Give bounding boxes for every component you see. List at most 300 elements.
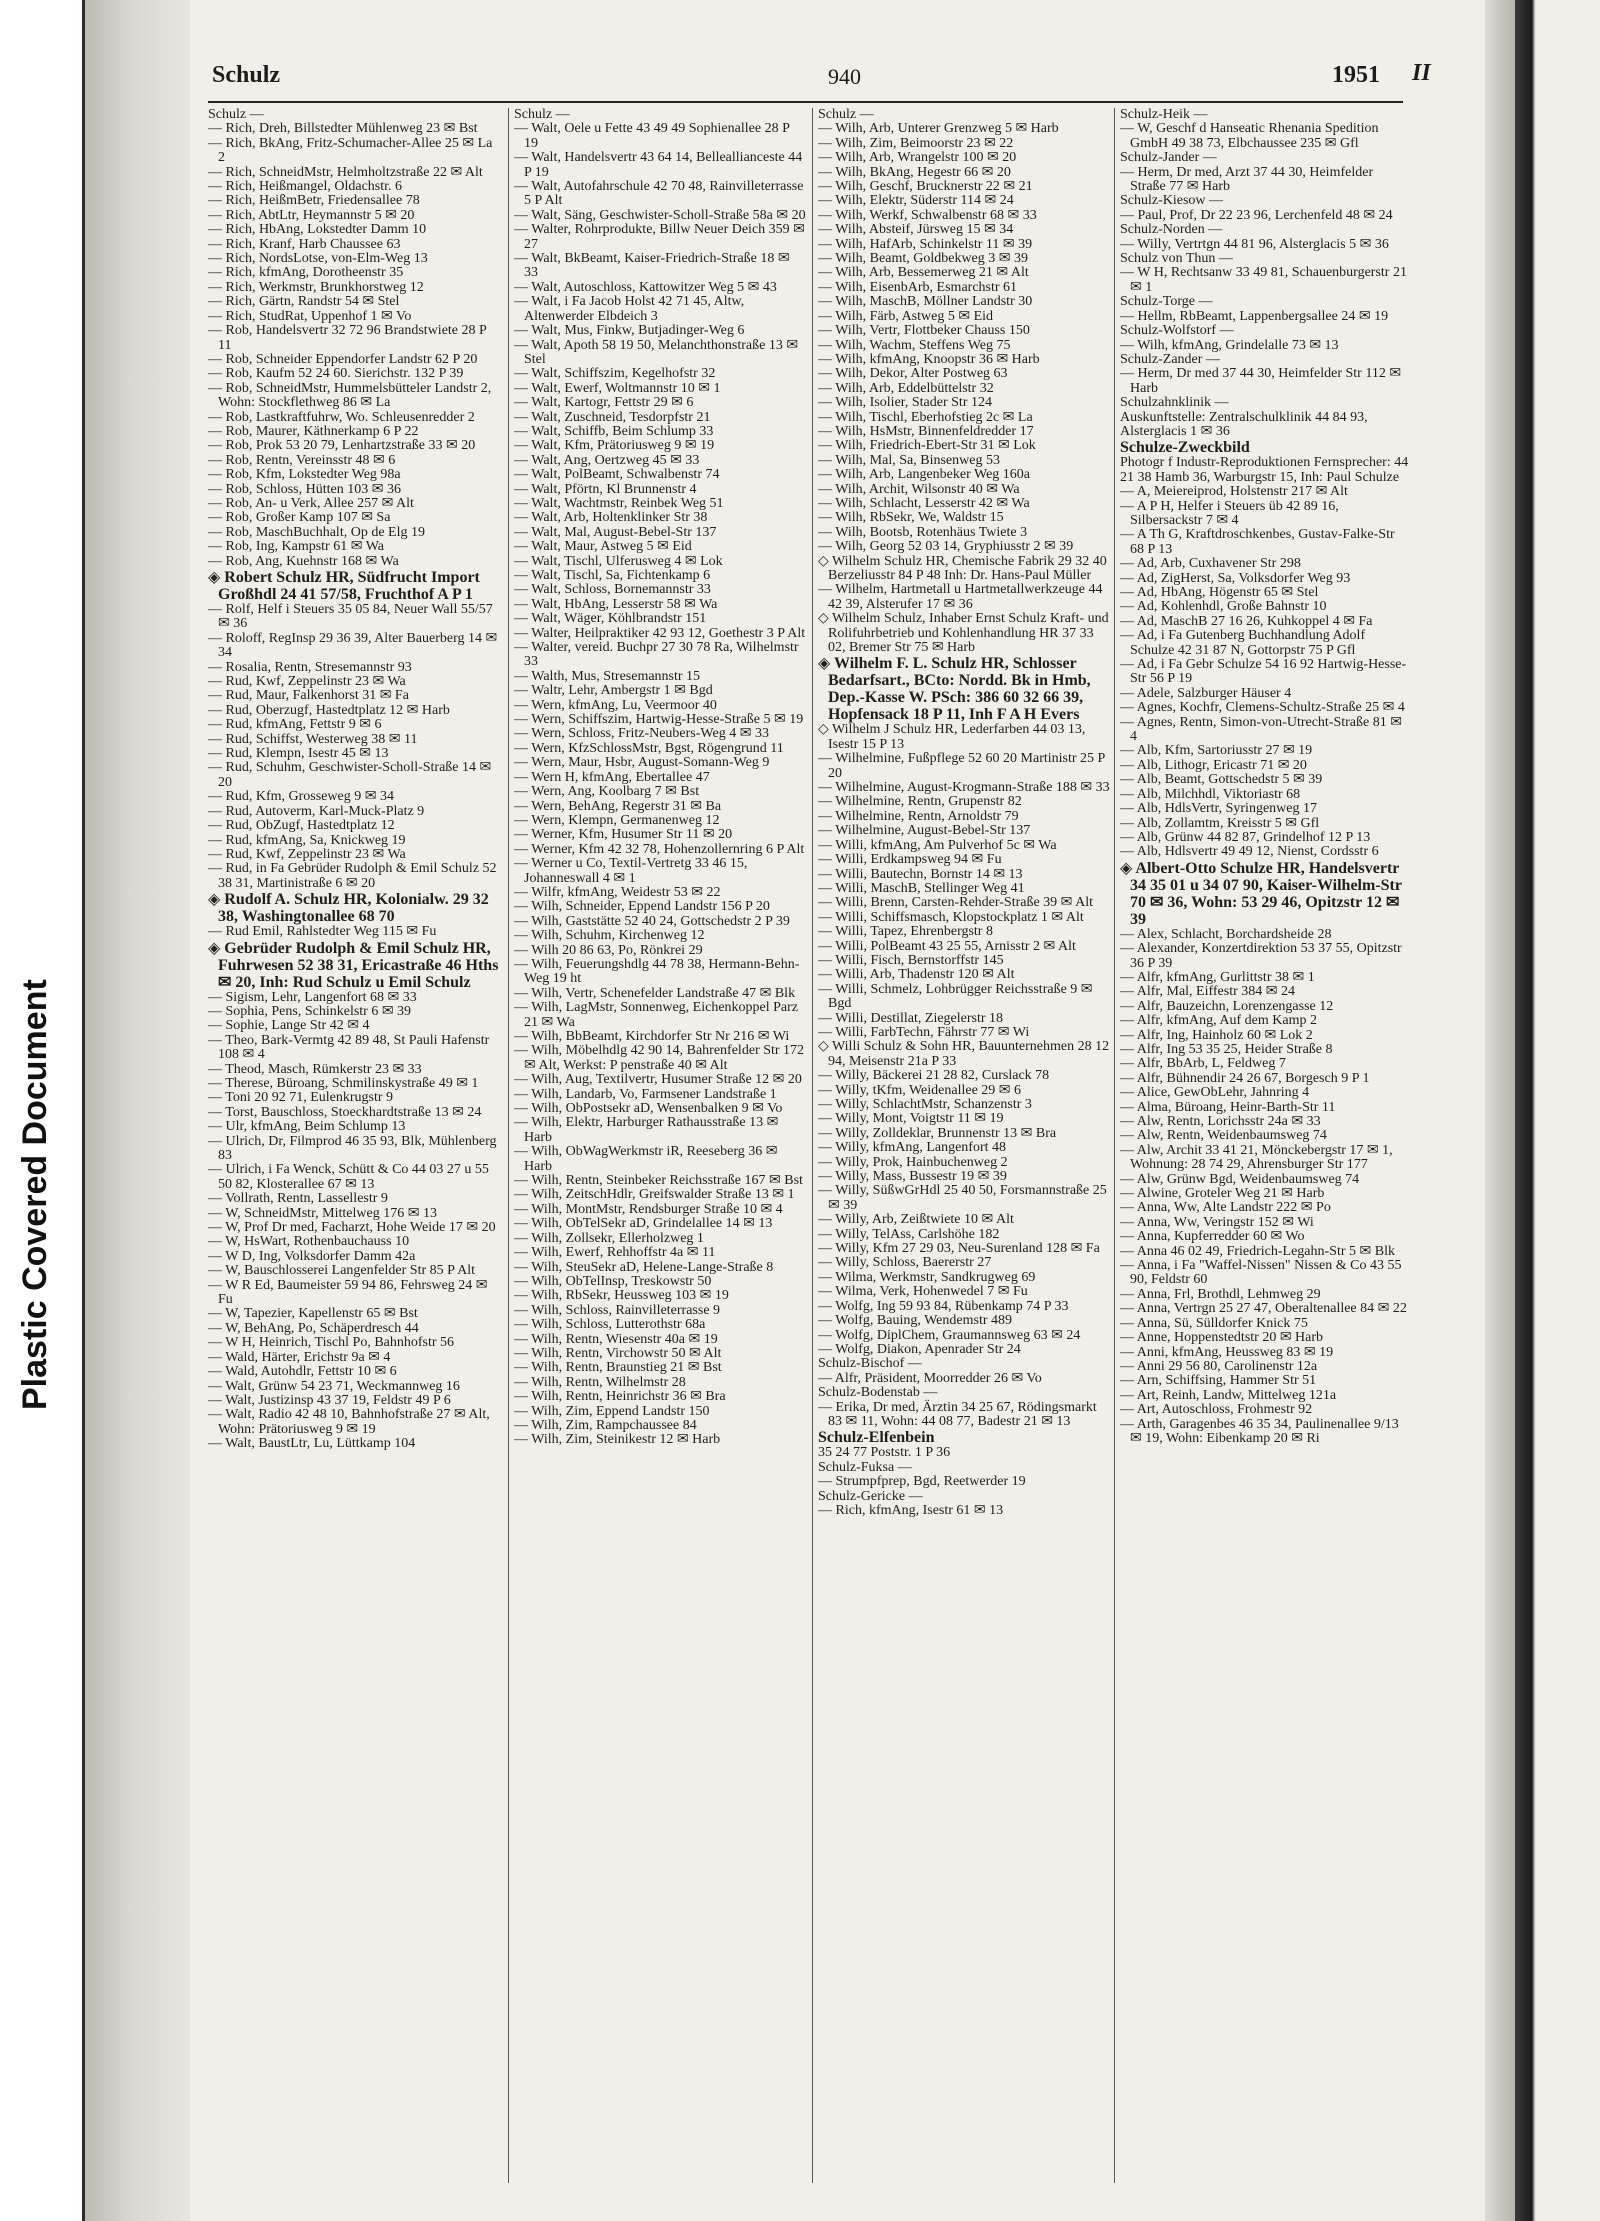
directory-entry: — Walt, Oele u Fette 43 49 49 Sophienallee 28 P 19 [514, 121, 790, 151]
directory-entry: — Strumpfprep, Bgd, Reetwerder 19 [818, 1474, 1026, 1490]
directory-entry: — Anna, Kupferredder 60 ✉ Wo [1120, 1229, 1305, 1245]
directory-entry: — Walt, Wäger, Köhlbrandstr 151 [514, 611, 707, 627]
directory-entry: — Wilh, Arb, Unterer Grenzweg 5 ✉ Harb [818, 121, 1059, 137]
section-heading: Schulz-Wolfstorf — [1120, 323, 1234, 339]
directory-entry: — Anna, Ww, Veringstr 152 ✉ Wi [1120, 1214, 1314, 1230]
directory-entry: — Ad, ZigHerst, Sa, Volksdorfer Weg 93 [1120, 570, 1351, 586]
directory-entry: ◈ Gebrüder Rudolph & Emil Schulz HR, Fuhrwesen 52 38 31, Ericastraße 46 Hths ✉ 20, Inh: Rud Schulz u Emil Schulz [208, 939, 499, 991]
directory-entry: — Anna, Ww, Alte Landstr 222 ✉ Po [1120, 1200, 1331, 1216]
directory-entry: — Walt, Grünw 54 23 71, Weckmannweg 16 [208, 1378, 460, 1394]
directory-entry: — Walt, Wachtmstr, Reinbek Weg 51 [514, 495, 724, 511]
directory-entry: — Willy, SchlachtMstr, Schanzenstr 3 [818, 1097, 1032, 1112]
directory-entry: — Wilh, Rentn, Virchowstr 50 ✉ Alt [514, 1345, 722, 1361]
directory-entry: — Alb, Beamt, Gottschedstr 5 ✉ 39 [1120, 772, 1323, 788]
directory-entry: — Wilh, Zim, Eppend Landstr 150 [514, 1403, 710, 1419]
directory-entry: — Rich, AbtLtr, Heymannstr 5 ✉ 20 [208, 207, 415, 223]
directory-entry: — Walt, Pförtn, Kl Brunnenstr 4 [514, 481, 697, 497]
directory-entry: — Rich, Kranf, Harb Chaussee 63 [208, 236, 401, 252]
directory-entry: — Wilhelmine, Fußpflege 52 60 20 Martinistr 25 P 20 [818, 751, 1105, 781]
directory-entry: — Alw, Archit 33 41 21, Mönckebergstr 17 ✉ 1, Wohnung: 28 74 29, Ahrensburger Str 177 [1120, 1142, 1393, 1173]
directory-entry: — Ulrich, i Fa Wenck, Schütt & Co 44 03 27 u 55 50 82, Klosterallee 67 ✉ 13 [208, 1162, 489, 1192]
directory-entry: — Wilh, Vertr, Flottbeker Chauss 150 [818, 323, 1030, 339]
section-heading: Schulze-Zweckbild [1120, 439, 1250, 457]
directory-entry: — Wilh, Zim, Steinikestr 12 ✉ Harb [514, 1432, 721, 1448]
directory-entry: — Wilh, Möbelhdlg 42 90 14, Bahrenfelder Str 172 ✉ Alt, Werkst: P penstraße 40 ✉ Alt [514, 1043, 805, 1073]
directory-entry: — Wolfg, Diakon, Apenrader Str 24 [818, 1341, 1021, 1357]
directory-year: 1951 [1332, 62, 1380, 88]
directory-entry: — Ad, HbAng, Högenstr 65 ✉ Stel [1120, 585, 1319, 600]
directory-entry: — Ad, i Fa Gebr Schulze 54 16 92 Hartwig-Hesse-Str 56 P 19 [1120, 657, 1407, 687]
directory-entry: — Willi, Brenn, Carsten-Rehder-Straße 39 ✉ Alt [818, 895, 1094, 911]
directory-entry: — Anni, kfmAng, Heussweg 83 ✉ 19 [1120, 1344, 1334, 1360]
directory-entry: — W, BehAng, Po, Schäperdresch 44 [208, 1320, 419, 1336]
directory-entry: — Willy, Schloss, Baererstr 27 [818, 1255, 992, 1271]
directory-entry: — Wilh, Elektr, Süderstr 114 ✉ 24 [818, 193, 1014, 209]
section-heading: Schulz — [818, 108, 874, 122]
section-heading: Schulzahnklinik — [1120, 395, 1229, 411]
directory-entry: — Wern, Schiffszim, Hartwig-Hesse-Straße 5 ✉ 19 [514, 712, 804, 728]
directory-entry: — Ulr, kfmAng, Beim Schlump 13 [208, 1119, 406, 1135]
directory-entry: — Rob, Rentn, Vereinsstr 48 ✉ 6 [208, 452, 396, 468]
directory-entry: — Werner, Kfm 42 32 78, Hohenzollernring 6 P Alt [514, 841, 805, 857]
directory-entry: — Walt, Radio 42 48 10, Bahnhofstraße 27 ✉ Alt, Wohn: Prätoriusweg 9 ✉ 19 [208, 1407, 490, 1437]
directory-entry: — Wilh, BbBeamt, Kirchdorfer Str Nr 216 ✉ Wi [514, 1029, 790, 1044]
directory-entry: — Wilh, Landarb, Vo, Farmsener Landstraße 1 [514, 1086, 777, 1102]
directory-entry: — Theo, Bark-Vermtg 42 89 48, St Pauli Hafenstr 108 ✉ 4 [208, 1032, 490, 1063]
directory-entry: — Wilh, SteuSekr aD, Helene-Lange-Straße 8 [514, 1259, 774, 1275]
directory-entry: — Walter, Heilpraktiker 42 93 12, Goethestr 3 P Alt [514, 625, 806, 641]
header-rule [208, 101, 1403, 103]
directory-entry: — Anna, i Fa "Waffel-Nissen" Nissen & Co 43 55 90, Feldstr 60 [1120, 1258, 1402, 1288]
directory-entry: — Alb, Lithogr, Ericastr 71 ✉ 20 [1120, 757, 1307, 773]
directory-entry: — Wilh, Schloss, Rainvilleterrasse 9 [514, 1302, 721, 1318]
directory-entry: — Paul, Prof, Dr 22 23 96, Lerchenfeld 48 ✉ 24 [1120, 207, 1393, 223]
directory-entry: — Walt, Tischl, Ulferusweg 4 ✉ Lok [514, 553, 723, 569]
directory-entry: — Wilh, Werkf, Schwalbenstr 68 ✉ 33 [818, 207, 1037, 223]
directory-entry: — Rob, Ing, Kampstr 61 ✉ Wa [208, 539, 384, 555]
directory-entry: — Wilh, Georg 52 03 14, Gryphiusstr 2 ✉ 39 [818, 539, 1074, 555]
directory-entry: — W H, Rechtsanw 33 49 81, Schauenburgerstr 21 ✉ 1 [1120, 265, 1407, 295]
directory-entry: — Herm, Dr med 37 44 30, Heimfelder Str 112 ✉ Harb [1120, 366, 1402, 396]
directory-entry: — Walt, Ewerf, Woltmannstr 10 ✉ 1 [514, 380, 721, 396]
directory-entry: — Ad, MaschB 27 16 26, Kuhkoppel 4 ✉ Fa [1120, 613, 1373, 629]
directory-entry: — Anna, Vertrgn 25 27 47, Oberaltenallee 84 ✉ 22 [1120, 1301, 1407, 1317]
directory-entry: — Arn, Schiffsing, Hammer Str 51 [1120, 1373, 1317, 1389]
directory-entry: — Wern, KfzSchlossMstr, Bgst, Rögengrund 11 [514, 740, 784, 756]
directory-entry: — Wern, Klempn, Germanenweg 12 [514, 812, 720, 828]
directory-entry: — Wilh, Vertr, Schenefelder Landstraße 47 ✉ Blk [514, 985, 796, 1001]
directory-entry: — W D, Ing, Volksdorfer Damm 42a [208, 1248, 416, 1264]
directory-entry: — Therese, Büroang, Schmilinskystraße 49 ✉ 1 [208, 1075, 479, 1091]
directory-entry: — A, Meiereiprod, Holstenstr 217 ✉ Alt [1120, 484, 1348, 500]
directory-entry: — Rud, in Fa Gebrüder Rudolph & Emil Schulz 52 38 31, Martinistraße 6 ✉ 20 [208, 861, 497, 891]
directory-entry: — Wilh, Rentn, Heinrichstr 36 ✉ Bra [514, 1389, 726, 1405]
directory-entry: — Walt, Schiffb, Beim Schlump 33 [514, 423, 714, 439]
directory-entry: — Walt, Schiffszim, Kegelhofstr 32 [514, 366, 716, 382]
directory-entry: — Wilhelm, Hartmetall u Hartmetallwerkzeuge 44 42 39, Alsterufer 17 ✉ 36 [818, 582, 1103, 612]
section-heading: Schulz-Elfenbein [818, 1429, 935, 1447]
directory-entry: — Walt, Tischl, Sa, Fichtenkamp 6 [514, 568, 711, 583]
directory-entry: — Wilh, Aug, Textilvertr, Husumer Straße 12 ✉ 20 [514, 1072, 802, 1088]
directory-entry: — Wilhelmine, August-Krogmann-Straße 188 ✉ 33 [818, 780, 1110, 796]
directory-entry: — Herm, Dr med, Arzt 37 44 30, Heimfelder Straße 77 ✉ Harb [1120, 164, 1374, 195]
directory-entry: — Wilh, Absteif, Jürsweg 15 ✉ 34 [818, 222, 1014, 238]
directory-entry: — Wern H, kfmAng, Ebertallee 47 [514, 769, 710, 785]
directory-entry: — Wilh, MontMstr, Rendsburger Straße 10 ✉ 4 [514, 1201, 783, 1217]
directory-entry: — Rich, BkAng, Fritz-Schumacher-Allee 25 ✉ La 2 [208, 135, 493, 166]
directory-entry: — Walt, Autoschloss, Kattowitzer Weg 5 ✉ 43 [514, 279, 777, 295]
directory-entry: — Rob, Prok 53 20 79, Lenhartzstraße 33 ✉ 20 [208, 438, 476, 454]
directory-entry: — Rob, Schloss, Hütten 103 ✉ 36 [208, 481, 401, 497]
directory-entry: — Alb, HdlsVertr, Syringenweg 17 [1120, 801, 1317, 817]
directory-entry: — Willy, Vertrtgn 44 81 96, Alsterglacis 5 ✉ 36 [1120, 236, 1389, 252]
directory-entry: — Wilh, Arb, Eddelbüttelstr 32 [818, 380, 994, 396]
directory-entry: — W, Prof Dr med, Facharzt, Hohe Weide 17 ✉ 20 [208, 1220, 496, 1236]
directory-entry: — Walt, i Fa Jacob Holst 42 71 45, Altw, Altenwerder Elbdeich 3 [514, 294, 745, 324]
directory-entry: — Rob, Handelsvertr 32 72 96 Brandstwiete 28 P 11 [208, 323, 487, 353]
directory-entry: ◈ Wilhelm F. L. Schulz HR, Schlosser Bedarfsart., BCto: Nordd. Bk in Hmb, Dep.-Kasse W. PSch: 386 60 32 66 39, Hopfensack 18 P 11, Inh F A H Evers [818, 655, 1091, 724]
directory-entry: — Wilfr, kfmAng, Weidestr 53 ✉ 22 [514, 884, 721, 900]
directory-entry: — Wilh, kfmAng, Knoopstr 36 ✉ Harb [818, 351, 1040, 367]
directory-entry: — Wilh, Beamt, Goldbekweg 3 ✉ 39 [818, 251, 1028, 267]
directory-entry: — Wilh, Tischl, Eberhofstieg 2c ✉ La [818, 409, 1033, 425]
directory-entry: — Wilh, Schneider, Eppend Landstr 156 P 20 [514, 899, 770, 915]
directory-entry: — Willi, kfmAng, Am Pulverhof 5c ✉ Wa [818, 837, 1057, 853]
adjacent-page-edge [1515, 0, 1600, 2221]
directory-entry: — Wilh, EisenbArb, Esmarchstr 61 [818, 279, 1018, 295]
directory-entry: — Wilh, ObPostsekr aD, Wensenbalken 9 ✉ Vo [514, 1101, 783, 1117]
section-heading: Auskunftstelle: Zentralschulklinik 44 84 93, Alsterglacis 1 ✉ 36 [1120, 409, 1368, 439]
directory-entry: — Torst, Bauschloss, Stoeckhardtstraße 13 ✉ 24 [208, 1104, 482, 1120]
directory-entry: — Wilh, Zim, Rampchaussee 84 [514, 1417, 697, 1433]
directory-entry: — Walt, Justizinsp 43 37 19, Feldstr 49 P 6 [208, 1392, 451, 1408]
column-2 [514, 108, 806, 2183]
section-heading: Schulz-Fuksa — [818, 1459, 912, 1475]
directory-entry: — Rud, ObZugf, Hastedtplatz 12 [208, 818, 395, 834]
directory-entry: — Walt, Mus, Finkw, Butjadinger-Weg 6 [514, 323, 745, 339]
directory-entry: — Willi, Arb, Thadenstr 120 ✉ Alt [818, 967, 1015, 983]
directory-entry: — Wilh, Gaststätte 52 40 24, Gottschedstr 2 P 39 [514, 913, 790, 929]
directory-entry: — Wilh, Rentn, Wilhelmstr 28 [514, 1374, 686, 1390]
directory-entry: — Alma, Büroang, Heinr-Barth-Str 11 [1120, 1099, 1336, 1115]
directory-entry: — Rich, HbAng, Lokstedter Damm 10 [208, 222, 427, 238]
directory-entry: — Alex, Schlacht, Borchardsheide 28 [1120, 926, 1332, 942]
directory-entry: — A Th G, Kraftdroschkenbes, Gustav-Falke-Str 68 P 13 [1120, 527, 1395, 557]
directory-entry: — Wald, Autohdlr, Fettstr 10 ✉ 6 [208, 1364, 397, 1380]
section-heading: Photogr f Industr-Reproduktionen Fernsprecher: 44 21 38 Hamb 36, Warburgstr 15, Inh: Paul Schulze [1120, 455, 1409, 485]
directory-entry: — Wilh 20 86 63, Po, Rönkrei 29 [514, 942, 703, 958]
directory-entry: — Alfr, Mal, Eiffestr 384 ✉ 24 [1120, 984, 1295, 1000]
section-heading: Schulz — [208, 108, 264, 122]
directory-entry: — Wolfg, Bauing, Wendemstr 489 [818, 1313, 1012, 1329]
directory-entry: — Rob, Maurer, Käthnerkamp 6 P 22 [208, 423, 419, 439]
directory-entry: — Wilhelmine, August-Bebel-Str 137 [818, 823, 1031, 839]
directory-entry: — Willy, SüßwGrHdl 25 40 50, Forsmannstraße 25 ✉ 39 [818, 1183, 1107, 1213]
directory-entry: — Alw, Rentn, Lorichsstr 24a ✉ 33 [1120, 1114, 1321, 1129]
directory-entry: — Waltr, Lehr, Ambergstr 1 ✉ Bgd [514, 683, 713, 699]
directory-entry: — Ad, Arb, Cuxhavener Str 298 [1120, 556, 1301, 572]
directory-entry: — Wilh, Wachm, Steffens Weg 75 [818, 337, 1011, 353]
directory-entry: — Wilh, Rentn, Steinbeker Reichsstraße 167 ✉ Bst [514, 1173, 803, 1189]
directory-entry: — Wilh, ObTelSekr aD, Grindelallee 14 ✉ 13 [514, 1216, 773, 1232]
directory-entry: — Wilh, Ewerf, Rehhoffstr 4a ✉ 11 [514, 1245, 716, 1261]
directory-entry: — Walter, vereid. Buchpr 27 30 78 Ra, Wilhelmstr 33 [514, 640, 799, 670]
directory-entry: — Rud, Kwf, Zeppelinstr 23 ✉ Wa [208, 674, 406, 690]
directory-entry: — Walter, Rohrprodukte, Billw Neuer Deich 359 ✉ 27 [514, 222, 805, 252]
directory-entry: — A P H, Helfer i Steuers üb 42 89 16, Silbersackstr 7 ✉ 4 [1120, 498, 1339, 528]
directory-entry: — Toni 20 92 71, Eulenkrugstr 9 [208, 1090, 394, 1106]
directory-entry: — Rolf, Helf i Steuers 35 05 84, Neuer Wall 55/57 ✉ 36 [208, 602, 493, 632]
directory-entry: — Wilhelmine, Rentn, Arnoldstr 79 [818, 808, 1019, 824]
directory-entry: — Walt, PolBeamt, Schwalbenstr 74 [514, 467, 720, 483]
section-heading: Schulz-Bischof — [818, 1356, 922, 1372]
directory-entry: — Wilh, Schuhm, Kirchenweg 12 [514, 928, 705, 944]
directory-entry: — Wern, Maur, Hsbr, August-Somann-Weg 9 [514, 755, 770, 771]
directory-entry: — Rich, kfmAng, Dorotheenstr 35 [208, 265, 404, 281]
directory-entry: — W, SchneidMstr, Mittelweg 176 ✉ 13 [208, 1205, 437, 1221]
directory-entry: — Alfr, Ing, Hainholz 60 ✉ Lok 2 [1120, 1027, 1313, 1043]
plastic-cover-sidebar [0, 0, 82, 2221]
directory-entry: — Rud, Klempn, Isestr 45 ✉ 13 [208, 746, 389, 762]
directory-entry: — Willy, Kfm 27 29 03, Neu-Surenland 128 ✉ Fa [818, 1241, 1100, 1257]
column-divider [1114, 108, 1115, 2183]
section-heading: Schulz von Thun — [1120, 251, 1233, 267]
directory-entry: — Rob, SchneidMstr, Hummelsbütteler Landstr 2, Wohn: Stockflethweg 86 ✉ La [208, 380, 492, 411]
directory-entry: — Wilh, HafArb, Schinkelstr 11 ✉ 39 [818, 236, 1033, 252]
column-4 [1120, 108, 1412, 2183]
directory-entry: — W, Tapezier, Kapellenstr 65 ✉ Bst [208, 1306, 418, 1322]
directory-entry: — Rich, SchneidMstr, Helmholtzstraße 22 ✉ Alt [208, 164, 483, 180]
directory-entry: — Sigism, Lehr, Langenfort 68 ✉ 33 [208, 989, 417, 1005]
section-heading: Schulz-Torge — [1120, 294, 1213, 310]
column-divider [508, 108, 509, 2183]
directory-entry: — Rud, kfmAng, Sa, Knickweg 19 [208, 832, 406, 848]
page-binding-shadow [85, 0, 190, 2221]
directory-entry: — Wilh, Zollsekr, Ellerholzweg 1 [514, 1230, 704, 1246]
directory-entry: ◇ Willi Schulz & Sohn HR, Bauunternehmen 28 12 94, Meisenstr 21a P 33 [818, 1039, 1110, 1069]
directory-entry: — Walt, Autofahrschule 42 70 48, Rainvilleterrasse 5 P Alt [514, 179, 804, 209]
running-head-surname: Schulz [212, 62, 281, 88]
directory-entry: — Alfr, Bauzeichn, Lorenzengasse 12 [1120, 998, 1334, 1014]
directory-entry: — Anni 29 56 80, Carolinenstr 12a [1120, 1358, 1318, 1374]
directory-entry: — Willi, Schmelz, Lohbrügger Reichsstraße 9 ✉ Bgd [818, 981, 1093, 1012]
directory-entry: — Rob, Ang, Kuehnstr 168 ✉ Wa [208, 553, 399, 569]
directory-entry: — Wilh, MaschB, Möllner Landstr 30 [818, 294, 1033, 310]
directory-entry: — Willy, Zolldeklar, Brunnenstr 13 ✉ Bra [818, 1125, 1057, 1141]
directory-entry: — W, Geschf d Hanseatic Rhenania Spedition GmbH 49 38 73, Elbchaussee 235 ✉ Gfl [1120, 121, 1379, 151]
directory-entry: — Alw, Rentn, Weidenbaumsweg 74 [1120, 1128, 1327, 1144]
directory-entry: — Wilh, Friedrich-Ebert-Str 31 ✉ Lok [818, 438, 1036, 454]
directory-entry: — W H, Heinrich, Tischl Po, Bahnhofstr 56 [208, 1335, 455, 1351]
directory-entry: — W R Ed, Baumeister 59 94 86, Fehrsweg 24 ✉ Fu [208, 1277, 488, 1308]
directory-entry: ◈ Robert Schulz HR, Südfrucht Import Großhdl 24 41 57/58, Fruchthof A P 1 [208, 569, 480, 603]
directory-entry: — Walt, Mal, August-Bebel-Str 137 [514, 524, 717, 540]
directory-entry: — Sophie, Lange Str 42 ✉ 4 [208, 1018, 370, 1034]
directory-entry: — Wilma, Werkmstr, Sandkrugweg 69 [818, 1269, 1036, 1285]
directory-entry: — Walt, Ang, Oertzweg 45 ✉ 33 [514, 452, 700, 468]
directory-entry: — Wolfg, DiplChem, Graumannsweg 63 ✉ 24 [818, 1327, 1081, 1343]
directory-entry: — Rob, MaschBuchhalt, Op de Elg 19 [208, 524, 425, 540]
directory-entry: — Willy, tKfm, Weidenallee 29 ✉ 6 [818, 1082, 1022, 1098]
directory-entry: — Walt, Apoth 58 19 50, Melanchthonstraße 13 ✉ Stel [514, 337, 799, 367]
column-3 [818, 108, 1110, 2183]
directory-entry: — Wilh, ObTelInsp, Treskowstr 50 [514, 1273, 712, 1289]
section-heading: Schulz-Heik — [1120, 108, 1208, 122]
directory-entry: — Wern, kfmAng, Lu, Veermoor 40 [514, 697, 717, 713]
directory-entry: — Willy, Mont, Voigtstr 11 ✉ 19 [818, 1111, 1004, 1127]
volume-number: II [1412, 60, 1431, 86]
directory-entry: — Rich, Werkmstr, Brunkhorstweg 12 [208, 279, 424, 295]
directory-entry: — Wilh, Arb, Bessemerweg 21 ✉ Alt [818, 265, 1029, 281]
column-1 [208, 108, 500, 2183]
directory-entry: — Wilh, ZeitschHdlr, Greifswalder Straße 13 ✉ 1 [514, 1187, 795, 1203]
directory-entry: — Willy, Mass, Bussestr 19 ✉ 39 [818, 1169, 1007, 1185]
directory-entry: — Anna, Frl, Brothdl, Lehmweg 29 [1120, 1286, 1321, 1302]
directory-entry: — Adele, Salzburger Häuser 4 [1120, 685, 1292, 701]
directory-entry: — Alfr, Ing 53 35 25, Heider Straße 8 [1120, 1041, 1333, 1057]
directory-entry: — Alb, Grünw 44 82 87, Grindelhof 12 P 13 [1120, 829, 1371, 845]
directory-entry: — Ad, Kohlenhdl, Große Bahnstr 10 [1120, 599, 1327, 615]
column-divider [812, 108, 813, 2183]
directory-entry: — Roloff, RegInsp 29 36 39, Alter Bauerberg 14 ✉ 34 [208, 630, 498, 661]
directory-entry: — Wilma, Verk, Hohenwedel 7 ✉ Fu [818, 1284, 1028, 1300]
directory-entry: — Rich, Heißmangel, Oldachstr. 6 [208, 179, 403, 195]
plastic-cover-label: Plastic Covered Document [16, 979, 54, 1410]
directory-entry: — Vollrath, Rentn, Lassellestr 9 [208, 1191, 388, 1207]
directory-entry: — Walt, Arb, Holtenklinker Str 38 [514, 510, 708, 526]
directory-entry: — Walt, Kartogr, Fettstr 29 ✉ 6 [514, 395, 694, 411]
directory-entry: — Rosalia, Rentn, Stresemannstr 93 [208, 659, 412, 675]
directory-entry: — Wilh, RbSekr, We, Waldstr 15 [818, 510, 1004, 526]
section-heading: 35 24 77 Poststr. 1 P 36 [818, 1445, 951, 1461]
directory-entry: — Wilh, Schloss, Lutterothstr 68a [514, 1317, 706, 1333]
directory-entry: — Willy, Arb, Zeißtwiete 10 ✉ Alt [818, 1212, 1014, 1228]
directory-entry: — Rich, NordsLotse, von-Elm-Weg 13 [208, 251, 428, 267]
directory-entry: — Alb, Milchhdl, Viktoriastr 68 [1120, 786, 1301, 802]
directory-entry: — Alfr, BbArb, L, Feldweg 7 [1120, 1056, 1286, 1072]
section-heading: Schulz-Zander — [1120, 351, 1220, 367]
directory-entry: — Walt, Säng, Geschwister-Scholl-Straße 58a ✉ 20 [514, 207, 806, 223]
directory-entry: — W, HsWart, Rothenbauchauss 10 [208, 1234, 410, 1250]
directory-entry: — Rich, Dreh, Billstedter Mühlenweg 23 ✉ Bst [208, 121, 478, 137]
directory-entry: — Rud Emil, Rahlstedter Weg 115 ✉ Fu [208, 924, 437, 940]
directory-entry: — Theod, Masch, Rümkerstr 23 ✉ 33 [208, 1061, 422, 1077]
directory-entry: — Rob, Kfm, Lokstedter Weg 98a [208, 467, 401, 483]
directory-entry: — Rud, Maur, Falkenhorst 31 ✉ Fa [208, 688, 409, 704]
directory-entry: — Wilh, Mal, Sa, Binsenweg 53 [818, 452, 1000, 468]
directory-entry: — Werner, Kfm, Husumer Str 11 ✉ 20 [514, 827, 733, 843]
section-heading: Schulz-Gericke — [818, 1488, 923, 1504]
directory-entry: — Rud, Kwf, Zeppelinstr 23 ✉ Wa [208, 846, 406, 862]
directory-entry: — Agnes, Rentn, Simon-von-Utrecht-Straße 81 ✉ 4 [1120, 714, 1402, 745]
directory-entry: — Walt, Zuschneid, Tesdorpfstr 21 [514, 409, 711, 425]
directory-entry: — Walt, Schloss, Bornemannstr 33 [514, 582, 711, 598]
directory-entry: — Rich, kfmAng, Isestr 61 ✉ 13 [818, 1502, 1004, 1518]
directory-entry: — Wilh, Färb, Astweg 5 ✉ Eid [818, 308, 994, 324]
directory-entry: — W, Bauschlosserei Langenfelder Str 85 P Alt [208, 1263, 475, 1279]
directory-entry: — Walt, BaustLtr, Lu, Lüttkamp 104 [208, 1436, 416, 1452]
directory-entry: ◇ Wilhelm J Schulz HR, Lederfarben 44 03 13, Isestr 15 P 13 [818, 722, 1086, 752]
page-edge-shadow [1485, 0, 1515, 2221]
directory-entry: — Agnes, Kochfr, Clemens-Schultz-Straße 25 ✉ 4 [1120, 700, 1405, 716]
directory-entry: — Rich, StudRat, Uppenhof 1 ✉ Vo [208, 308, 412, 324]
directory-entry: — Rud, Schiffst, Westerweg 38 ✉ 11 [208, 731, 418, 747]
directory-entry: — Willi, Bautechn, Bornstr 14 ✉ 13 [818, 866, 1023, 882]
directory-entry: — Willi, Tapez, Ehrenbergstr 8 [818, 924, 993, 940]
directory-entry: — Sophia, Pens, Schinkelstr 6 ✉ 39 [208, 1003, 412, 1019]
directory-entry: — Willy, Prok, Hainbuchenweg 2 [818, 1154, 1008, 1170]
directory-entry: — Alfr, Präsident, Moorredder 26 ✉ Vo [818, 1370, 1042, 1386]
directory-entry: — Walth, Mus, Stresemannstr 15 [514, 668, 701, 684]
running-head [122, 58, 1431, 98]
directory-entry: — Alfr, kfmAng, Auf dem Kamp 2 [1120, 1013, 1317, 1029]
directory-entry: — Willi, MaschB, Stellinger Weg 41 [818, 880, 1025, 896]
section-heading: Schulz-Bodenstab — [818, 1385, 938, 1401]
directory-entry: — Wilh, Rentn, Braunstieg 21 ✉ Bst [514, 1360, 722, 1376]
directory-entry: — Rob, Kaufm 52 24 60. Sierichstr. 132 P 39 [208, 366, 464, 382]
directory-entry: — Rob, Großer Kamp 107 ✉ Sa [208, 510, 391, 526]
directory-entry: — Wilh, Arb, Wrangelstr 100 ✉ 20 [818, 150, 1017, 166]
directory-entry: — Alwine, Groteler Weg 21 ✉ Harb [1120, 1186, 1325, 1202]
directory-entry: — Wilh, Arb, Langenbeker Weg 160a [818, 467, 1031, 483]
directory-entry: — Rob, Lastkraftfuhrw, Wo. Schleusenredder 2 [208, 409, 475, 425]
directory-entry: — Wilh, ObWagWerkmstr iR, Reeseberg 36 ✉ Harb [514, 1144, 778, 1174]
directory-entry: — Wilh, Schlacht, Lesserstr 42 ✉ Wa [818, 495, 1030, 511]
section-heading: Schulz — [514, 108, 570, 122]
directory-entry: — Art, Autoschloss, Frohmestr 92 [1120, 1402, 1313, 1418]
directory-entry: — Rich, Gärtn, Randstr 54 ✉ Stel [208, 294, 400, 310]
directory-entry: — Walt, BkBeamt, Kaiser-Friedrich-Straße 18 ✉ 33 [514, 251, 790, 281]
directory-entry: — Wilh, RbSekr, Heussweg 103 ✉ 19 [514, 1288, 729, 1304]
directory-entry: — Rob, An- u Verk, Allee 257 ✉ Alt [208, 495, 414, 511]
directory-entry: — Alb, Hdlsvertr 49 49 12, Nienst, Cordsstr 6 [1120, 844, 1379, 860]
directory-entry: — Willi, Schiffsmasch, Klopstockplatz 1 ✉ Alt [818, 909, 1084, 925]
directory-entry: — Erika, Dr med, Ärztin 34 25 67, Rödingsmarkt 83 ✉ 11, Wohn: 44 08 77, Badestr 21 ✉ 13 [818, 1399, 1097, 1429]
directory-entry: — Willy, kfmAng, Langenfort 48 [818, 1140, 1007, 1156]
directory-entry: ◈ Albert-Otto Schulze HR, Handelsvertr 34 35 01 u 34 07 90, Kaiser-Wilhelm-Str 70 ✉ 36, Wohn: 53 29 46, Opitzstr 12 ✉ 39 [1120, 859, 1402, 928]
directory-entry: — Walt, Handelsvertr 43 64 14, Belleallianceste 44 P 19 [514, 150, 803, 180]
directory-entry: — Rud, kfmAng, Fettstr 9 ✉ 6 [208, 717, 382, 733]
directory-entry: — Anne, Hoppenstedtstr 20 ✉ Harb [1120, 1330, 1324, 1346]
directory-entry: ◇ Wilhelm Schulz, Inhaber Ernst Schulz Kraft- und Rolifuhrbetrieb und Kohlenhandlung HR 37 33 02, Bremer Str 75 ✉ Harb [818, 611, 1109, 656]
directory-entry: — Arth, Garagenbes 46 35 34, Paulinenallee 9/13 ✉ 19, Wohn: Eibenkamp 20 ✉ Ri [1120, 1416, 1399, 1446]
directory-entry: — Wilh, Feuerungshdlg 44 78 38, Hermann-Behn-Weg 19 ht [514, 956, 800, 987]
directory-entry: — Walt, Kfm, Prätoriusweg 9 ✉ 19 [514, 438, 715, 454]
directory-entry: — Alfr, Bühnendir 24 26 67, Borgesch 9 P 1 [1120, 1070, 1370, 1086]
page-number: 940 [828, 64, 861, 89]
directory-entry: — Wilh, LagMstr, Sonnenweg, Eichenkoppel Parz 21 ✉ Wa [514, 1000, 799, 1030]
directory-entry: — Wilh, BkAng, Hegestr 66 ✉ 20 [818, 164, 1011, 180]
directory-entry: — Willi, Fisch, Bernstorffstr 145 [818, 952, 1004, 968]
directory-entry: — Art, Reinh, Landw, Mittelweg 121a [1120, 1387, 1337, 1403]
directory-entry: — Rud, Oberzugf, Hastedtplatz 12 ✉ Harb [208, 702, 450, 718]
directory-entry: — Ad, i Fa Gutenberg Buchhandlung Adolf Schulze 42 31 87 N, Gottorpstr 75 P Gfl [1120, 628, 1366, 658]
directory-entry: — Rud, Schuhm, Geschwister-Scholl-Straße 14 ✉ 20 [208, 760, 492, 790]
directory-entry: — Anna, Sü, Sülldorfer Knick 75 [1120, 1315, 1308, 1331]
directory-entry: — Alb, Kfm, Sartoriusstr 27 ✉ 19 [1120, 743, 1313, 759]
directory-entry: — Wilh, HsMstr, Binnenfeldredder 17 [818, 423, 1034, 439]
directory-entry: — Alfr, kfmAng, Gurlittstr 38 ✉ 1 [1120, 969, 1315, 985]
directory-entry: — Rud, Kfm, Grosseweg 9 ✉ 34 [208, 789, 394, 805]
directory-entry: — Alb, Zollamtm, Kreisstr 5 ✉ Gfl [1120, 815, 1320, 831]
directory-entry: — Werner u Co, Textil-Vertretg 33 46 15, Johanneswall 4 ✉ 1 [514, 856, 748, 886]
directory-entry: — Alice, GewObLehr, Jahnring 4 [1120, 1085, 1310, 1101]
directory-entry: — Alw, Grünw Bgd, Weidenbaumsweg 74 [1120, 1171, 1360, 1187]
directory-entry: — Wilhelmine, Rentn, Grupenstr 82 [818, 794, 1022, 810]
directory-entry: — Wilh, Bootsb, Rotenhäus Twiete 3 [818, 524, 1028, 540]
directory-entry: — Rud, Autoverm, Karl-Muck-Platz 9 [208, 803, 425, 819]
directory-entry: — Willi, Destillat, Ziegelerstr 18 [818, 1010, 1004, 1026]
